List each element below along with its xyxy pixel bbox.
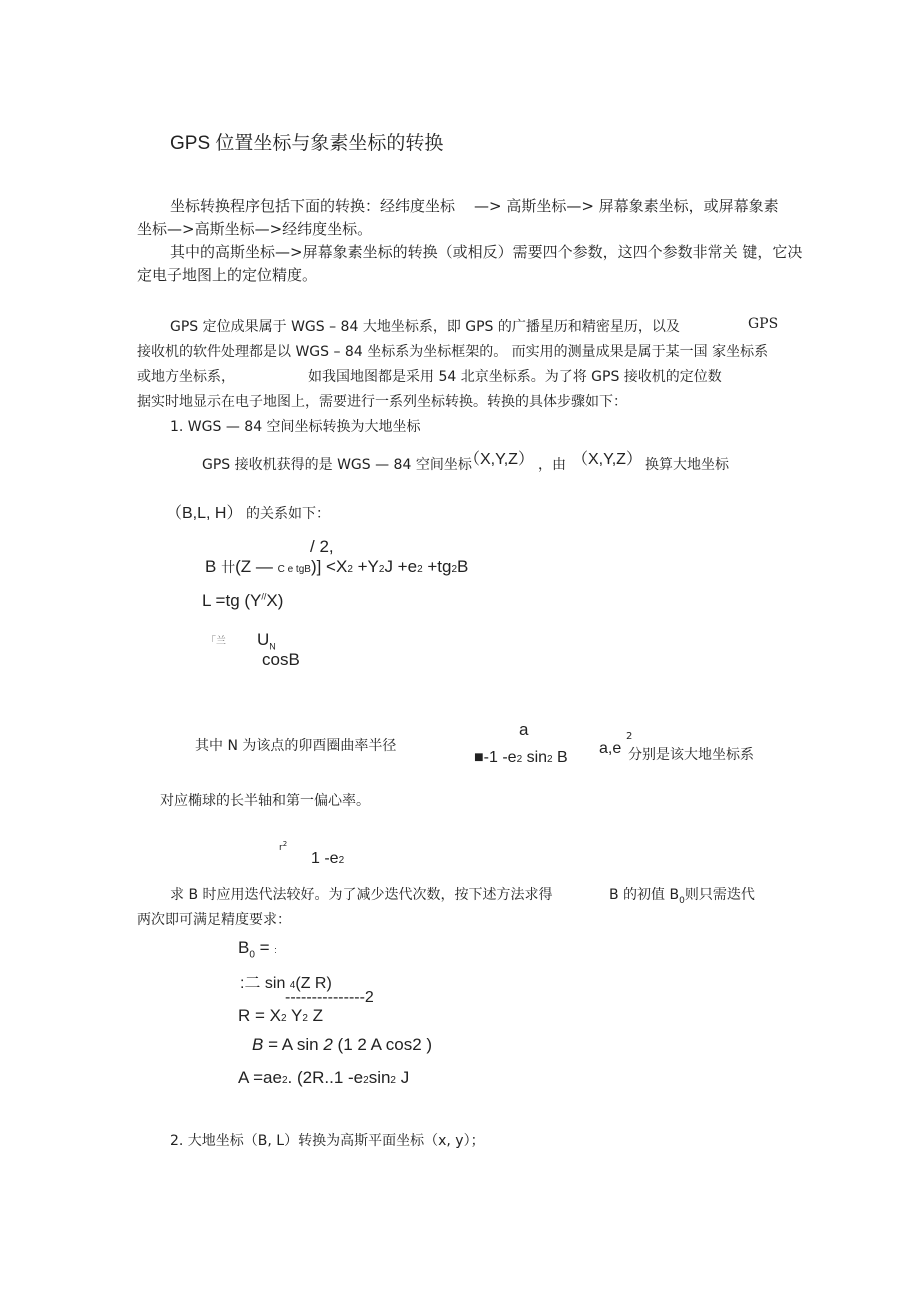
page-title: GPS 位置坐标与象素坐标的转换 <box>170 133 444 154</box>
frac-mark <box>279 840 287 853</box>
formula-L-b: X) <box>266 591 284 610</box>
formula1-top: / 2, <box>310 537 334 556</box>
b-two: 2 <box>323 1035 333 1054</box>
formula1-rest: )] <X <box>310 557 348 576</box>
sin-b: (Z R) <box>295 975 332 992</box>
n-den-b: sin <box>522 749 548 766</box>
n-den-a: ■-1 -e <box>474 749 517 766</box>
formula1-x2: 2 <box>347 564 353 575</box>
a-c: sin <box>368 1068 391 1087</box>
ae-tail: 分别是该大地坐标系 <box>628 747 754 763</box>
dash-line: ---------------2 <box>285 989 374 1006</box>
step2-heading: 2. 大地坐标（B, L）转换为高斯平面坐标（x, y）； <box>170 1133 485 1149</box>
b-it: B <box>252 1035 264 1054</box>
r-2a: 2 <box>281 1013 287 1024</box>
formula1-symbol: 卄 <box>221 559 236 575</box>
intro-line-1a: 坐标转换程序包括下面的转换：经纬度坐标 <box>170 197 456 215</box>
step1-relation: 的关系如下： <box>246 506 330 522</box>
r-2b: 2 <box>302 1013 308 1024</box>
para2-line-1a: GPS 定位成果属于 WGS – 84 大地坐标系，即 GPS 的广播星历和精密星历，以及 <box>170 319 680 335</box>
formula-U <box>257 630 276 651</box>
formula-U-letter: U <box>257 630 270 649</box>
n-definition: 其中 N 为该点的卯酉圈曲率半径 <box>195 738 397 754</box>
sin-a: :二 sin <box>240 975 290 992</box>
b0-letter: B <box>238 938 250 957</box>
formula1-tg2: 2 <box>451 564 458 575</box>
b0-sub: 0 <box>249 949 255 961</box>
para2-line-4: 据实时地显示在电子地图上，需要进行一系列坐标转换。转换的具体步骤如下： <box>137 394 627 410</box>
iter-b0-sub: 0 <box>679 895 685 906</box>
iter-b0: B 的初值 B <box>609 887 680 903</box>
r-formula <box>238 1006 323 1026</box>
formula-L <box>202 591 283 611</box>
n-den-2: 2 <box>516 754 523 765</box>
step1-sentence: GPS 接收机获得的是 WGS — 84 空间坐标 <box>202 457 472 473</box>
iter-tail: 则只需迭代 <box>684 887 755 903</box>
n-numerator: a <box>519 720 529 739</box>
para2-line-3b: 如我国地图都是采用 54 北京坐标系。为了将 GPS 接收机的定位数 <box>308 369 722 385</box>
a-formula <box>238 1068 409 1088</box>
frac-expr-text: 1 -e <box>311 850 339 867</box>
intro-line-3: 其中的高斯坐标—>屏幕象素坐标的转换（或相反）需要四个参数，这四个参数非常关 键，它决 <box>170 243 803 261</box>
a-sup3: 2 <box>390 1075 396 1086</box>
para2-line-1b: GPS <box>748 316 779 332</box>
formula1-Bend: B <box>457 557 469 576</box>
b0-dot: : <box>274 945 277 955</box>
r-a: R = X <box>238 1006 281 1025</box>
b0-eq: = <box>254 938 275 957</box>
formula-L-a: L =tg (Y <box>202 591 262 610</box>
step1-end: 换算大地坐标 <box>645 457 729 473</box>
b-rest-b: (1 2 A cos2 ) <box>332 1035 433 1054</box>
formula1-B-letter: B <box>205 557 217 576</box>
iter-line-1b <box>609 884 755 906</box>
ellipsoid-line: 对应椭球的长半轴和第一偏心率。 <box>160 793 370 809</box>
formula1-small: C e tgB <box>277 564 311 575</box>
formula1-plusY: +Y <box>352 557 379 576</box>
frac-expr-sup: 2 <box>338 855 345 866</box>
step1-heading: 1. WGS — 84 空间坐标转换为大地坐标 <box>170 419 421 435</box>
formula1-J: J +e <box>384 557 418 576</box>
intro-line-2: 坐标—>高斯坐标—>经纬度坐标。 <box>137 220 373 238</box>
formula-H-mark: 「兰 <box>206 636 226 647</box>
a-sup2: 2 <box>363 1075 369 1086</box>
intro-line-1b: —> 高斯坐标—> 屏幕象素坐标，或屏幕象素 <box>474 197 779 215</box>
intro-line-4: 定电子地图上的定位精度。 <box>137 266 318 284</box>
formula1-open: (Z — <box>235 557 273 576</box>
b0-formula <box>238 938 277 960</box>
xyz-first: （X,Y,Z） <box>464 451 534 468</box>
a-a: A =ae <box>238 1068 282 1087</box>
para2-line-2: 接收机的软件处理都是以 WGS – 84 坐标系为坐标框架的。 而实用的测量成果是属于某一国 家坐标系 <box>137 344 769 360</box>
step1-by: ，由 <box>538 457 566 473</box>
formula1-tg: +tg <box>422 557 452 576</box>
b-formula <box>252 1035 432 1055</box>
para2-line-3a: 或地方坐标系， <box>137 369 235 385</box>
sin-sup: 4 <box>289 980 296 991</box>
blh-label: （B,L, H） <box>166 505 243 522</box>
b-rest-a: = A sin <box>263 1035 324 1054</box>
ae-label <box>599 740 621 758</box>
a-b: . (2R..1 -e <box>287 1068 364 1087</box>
frac-mark-sup: 2 <box>282 840 288 848</box>
frac-expr <box>311 850 344 868</box>
ae-text: a,e <box>599 740 622 757</box>
r-c: Z <box>307 1006 323 1025</box>
formula1-y2: 2 <box>378 564 385 575</box>
r-b: Y <box>286 1006 303 1025</box>
n-den-c: B <box>552 749 568 766</box>
formula1-e2: 2 <box>417 564 423 575</box>
n-den-2b: 2 <box>547 754 553 765</box>
iter-line-2: 两次即可满足精度要求： <box>137 912 291 928</box>
formula-cosB: cosB <box>262 650 300 669</box>
iter-line-1a: 求 B 时应用迭代法较好。为了减少迭代次数，按下述方法求得 <box>170 887 553 903</box>
a-d: J <box>395 1068 410 1087</box>
formula-L-sup: // <box>261 591 267 602</box>
n-denominator <box>474 749 568 767</box>
formula-U-sub: N <box>269 641 276 652</box>
ae-sup: 2 <box>626 731 633 742</box>
a-sup: 2 <box>281 1075 288 1086</box>
xyz-second: （X,Y,Z） <box>572 451 642 468</box>
formula1-B <box>205 557 468 577</box>
frac-r: r <box>279 843 283 853</box>
